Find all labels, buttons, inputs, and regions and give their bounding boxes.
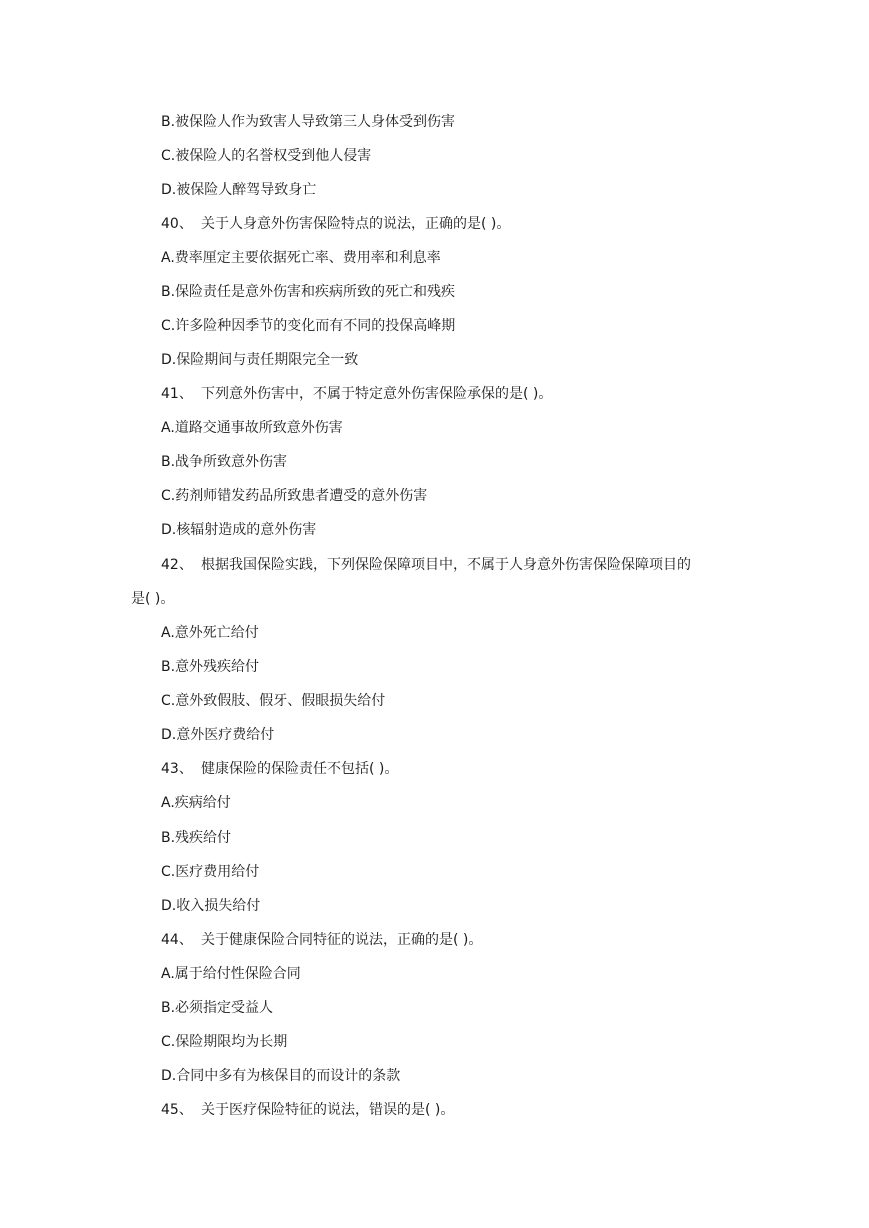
question-text: 健康保险的保险责任不包括( )。 — [201, 761, 399, 777]
question-text: 根据我国保险实践，下列保险保障项目中，不属于人身意外伤害保险保障项目的 — [201, 557, 691, 573]
option-40d: D.保险期间与责任期限完全一致 — [161, 352, 359, 368]
option-41d: D.核辐射造成的意外伤害 — [161, 522, 317, 538]
question-45 — [161, 1100, 454, 1120]
question-43 — [161, 759, 398, 779]
option-43b: B.残疾给付 — [161, 830, 232, 846]
option-44c: C.保险期限均为长期 — [161, 1034, 288, 1050]
question-number: 42、 — [161, 557, 193, 573]
question-text: 关于健康保险合同特征的说法，正确的是( )。 — [201, 932, 483, 948]
question-number: 41、 — [161, 386, 193, 402]
option-44d: D.合同中多有为核保目的而设计的条款 — [161, 1068, 401, 1084]
question-42-continuation: 是( )。 — [131, 591, 175, 607]
question-text: 关于医疗保险特征的说法，错误的是( )。 — [201, 1102, 455, 1118]
question-41 — [161, 384, 552, 404]
option-39c: C.被保险人的名誉权受到他人侵害 — [161, 148, 372, 164]
question-40 — [161, 214, 510, 234]
option-42a: A.意外死亡给付 — [161, 625, 259, 641]
option-43d: D.收入损失给付 — [161, 898, 261, 914]
option-42d: D.意外医疗费给付 — [161, 727, 275, 743]
option-40a: A.费率厘定主要依据死亡率、费用率和利息率 — [161, 250, 441, 266]
question-44 — [161, 930, 482, 950]
option-41b: B.战争所致意外伤害 — [161, 454, 288, 470]
option-43c: C.医疗费用给付 — [161, 864, 260, 880]
option-44a: A.属于给付性保险合同 — [161, 966, 301, 982]
option-42b: B.意外残疾给付 — [161, 659, 260, 675]
question-number: 45、 — [161, 1102, 193, 1118]
question-text: 下列意外伤害中，不属于特定意外伤害保险承保的是( )。 — [201, 386, 553, 402]
option-40b: B.保险责任是意外伤害和疾病所致的死亡和残疾 — [161, 284, 456, 300]
question-42 — [161, 555, 691, 575]
question-number: 44、 — [161, 932, 193, 948]
option-40c: C.许多险种因季节的变化而有不同的投保高峰期 — [161, 318, 456, 334]
option-41c: C.药剂师错发药品所致患者遭受的意外伤害 — [161, 488, 428, 504]
question-number: 43、 — [161, 761, 193, 777]
question-number: 40、 — [161, 216, 193, 232]
option-41a: A.道路交通事故所致意外伤害 — [161, 420, 343, 436]
option-39b: B.被保险人作为致害人导致第三人身体受到伤害 — [161, 114, 456, 130]
option-39d: D.被保险人醉驾导致身亡 — [161, 182, 317, 198]
option-44b: B.必须指定受益人 — [161, 1000, 274, 1016]
option-42c: C.意外致假肢、假牙、假眼损失给付 — [161, 693, 386, 709]
option-43a: A.疾病给付 — [161, 795, 231, 811]
question-text: 关于人身意外伤害保险特点的说法，正确的是( )。 — [201, 216, 511, 232]
